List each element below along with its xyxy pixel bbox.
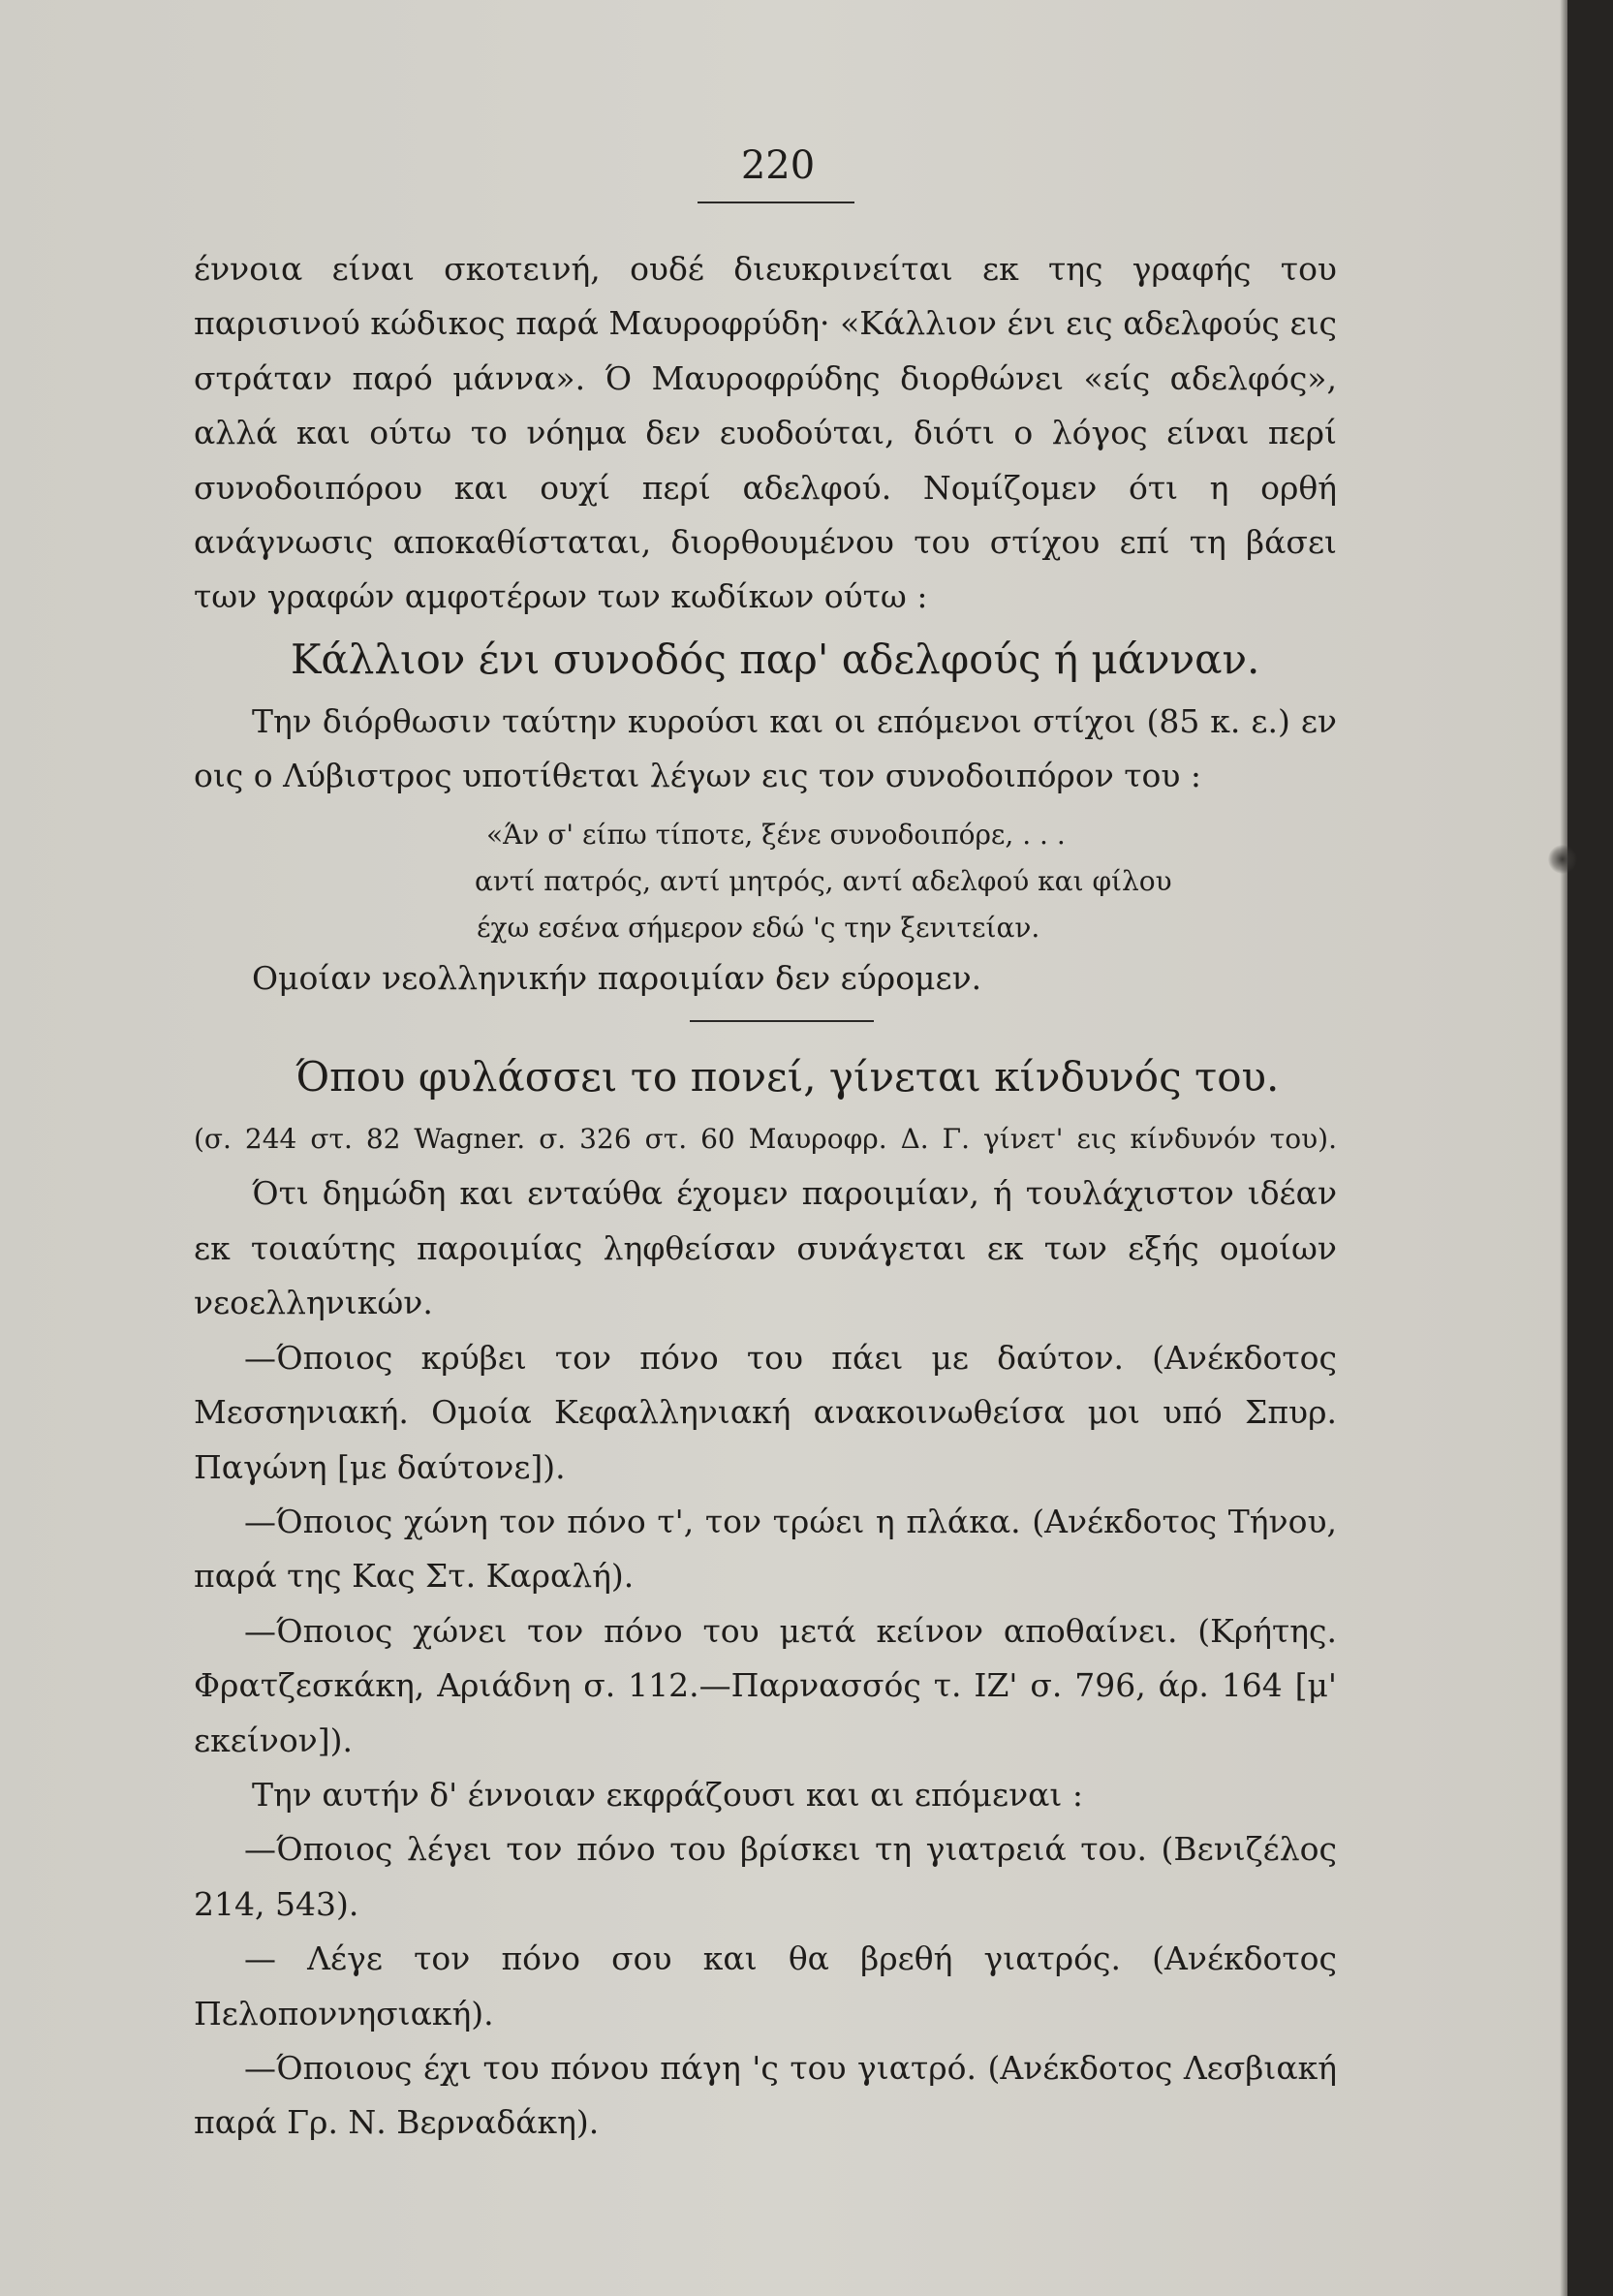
paragraph-same-idea: Την αυτήν δ' έννοιαν εκφράζουσι και αι επόμεναι : [252,1775,1083,1814]
proverb-lesbos: —Όποιους έχι του πόνου πάγη 'ς του γιατρό. (Ανέκδοτος Λεσβιακή παρά Γρ. Ν. Βερναδάκη). [194,2048,1337,2142]
paragraph-lybistros: Την διόρθωσιν ταύτην κυρούσι και οι επόμενοι στίχοι (85 κ. ε.) εν οις ο Λύβιστρος υποτίθεται λέγων εις τον συνοδοιπόρον του : [194,701,1337,795]
verse-line-2: αντί πατρός, αντί μητρός, αντί αδελφού και φίλου [475,864,1172,897]
page-number: 220 [740,143,816,188]
paragraph-modern-parallels: Ότι δημώδη και ενταύθα έχομεν παροιμίαν, ή τουλάχιστον ιδέαν εκ τοιαύτης παροιμίας ληφθείσαν συνάγεται εκ των εξής ομοίων νεοελληνικών. [194,1174,1337,1322]
ink-blot [1548,845,1577,874]
section-divider [690,1020,874,1022]
paragraph-no-modern: Ομοίαν νεολληνικήν παροιμίαν δεν εύρομεν. [252,958,982,997]
book-spine [1567,0,1613,2296]
proverb-crete: —Όποιος χώνει τον πόνο του μετά κείνον αποθαίνει. (Κρήτης. Φρατζεσκάκη, Αριάδνη σ. 112.—Παρνασσός τ. ΙΖ' σ. 796, άρ. 164 [μ' εκείνον]). [194,1611,1337,1759]
verse-line-1: «Άν σ' είπω τίποτε, ξένε συνοδοιπόρε, . . . [486,818,1066,851]
proverb-citation: (σ. 244 στ. 82 Wagner. σ. 326 στ. 60 Μαυροφρ. Δ. Γ. γίνετ' εις κίνδυνόν του). [194,1123,1337,1156]
proverb-messinia: —Όποιος κρύβει τον πόνο του πάει με δαύτον. (Ανέκδοτος Μεσσηνιακή. Ομοία Κεφαλληνιακή ανακοινωθείσα μοι υπό Σπυρ. Παγώνη [με δαύτονε]). [194,1338,1337,1486]
verse-line-3: έχω εσένα σήμερον εδώ 'ς την ξενιτείαν. [477,911,1040,944]
page-body [194,242,1337,2151]
proverb-heading: Όπου φυλάσσει το πονεί, γίνεται κίνδυνός του. [295,1053,1280,1101]
paragraph-manuscript-note: έννοια είναι σκοτεινή, ουδέ διευκρινείται εκ της γραφής του παρισινού κώδικος παρά Μαυροφρύδη· «Κάλλιον ένι εις αδελφούς εις στράταν παρό μάννα». Ό Μαυροφρύδης διορθώνει «είς αδελφός», αλλά και ούτω το νόημα δεν ευοδούται, διότι ο λόγος είναι περί συνοδοιπόρου και ουχί περί αδελφού. Νομίζομεν ότι η ορθή ανάγνωσις αποκαθίσταται, διορθουμένου του στίχου επί τη βάσει των γραφών αμφοτέρων των κωδίκων ούτω : [194,250,1337,616]
header-rule [698,202,854,203]
proverb-venizelos: —Όποιος λέγει τον πόνο του βρίσκει τη γιατρειά του. (Βενιζέλος 214, 543). [194,1830,1337,1923]
proverb-peloponnese: — Λέγε τον πόνο σου και θα βρεθή γιατρός. (Ανέκδοτος Πελοποννησιακή). [194,1939,1337,2032]
proverb-tinos: —Όποιος χώνη τον πόνο τ', τον τρώει η πλάκα. (Ανέκδοτος Τήνου, παρά της Κας Στ. Καραλή). [194,1502,1337,1596]
verse-corrected: Κάλλιον ένι συνοδός παρ' αδελφούς ή μάνναν. [291,635,1260,683]
